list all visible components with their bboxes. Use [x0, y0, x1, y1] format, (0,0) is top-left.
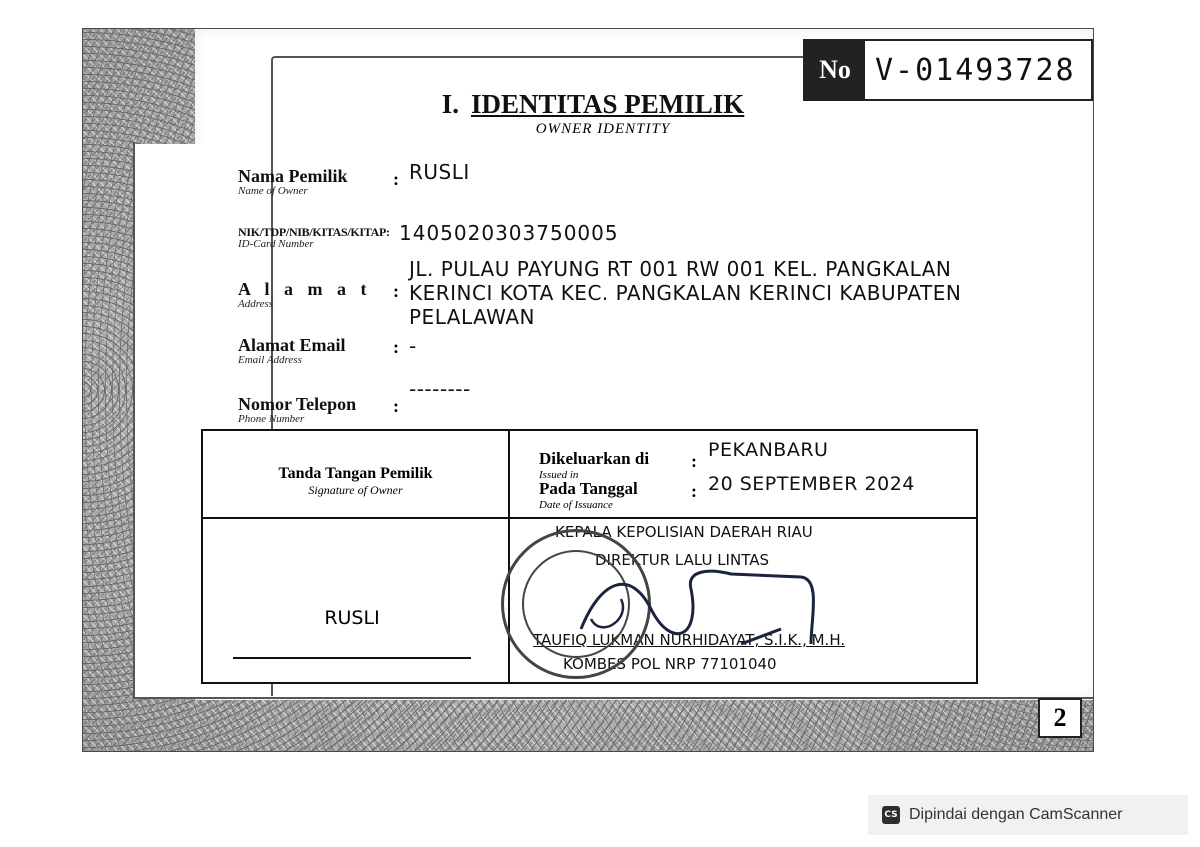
address-line-2: KERINCI KOTA KEC. PANGKALAN KERINCI KABUPATEN	[409, 281, 962, 305]
camscanner-icon: CS	[882, 806, 900, 824]
document-sheet	[82, 28, 1094, 752]
official-name: TAUFIQ LUKMAN NURHIDAYAT, S.I.K., M.H.	[533, 631, 846, 649]
issued-in-label: Dikeluarkan di	[539, 449, 650, 468]
owner-name-label: Nama Pemilik	[238, 166, 348, 186]
address-colon: :	[393, 281, 399, 301]
address-line-3: PELALAWAN	[409, 305, 535, 329]
email-colon: :	[393, 337, 399, 357]
issue-date-value: 20 SEPTEMBER 2024	[708, 473, 915, 495]
issued-in-value: PEKANBARU	[708, 439, 829, 461]
id-number-value: 1405020303750005	[399, 221, 619, 245]
owner-signature-label: Tanda Tangan Pemilik	[278, 465, 433, 482]
owner-name-colon: :	[393, 169, 399, 189]
phone-colon: :	[393, 396, 399, 416]
table-divider-horizontal	[203, 517, 976, 519]
address-label: A l a m a t	[238, 279, 372, 299]
document-number-value: V-01493728	[875, 52, 1076, 88]
phone-label-group	[238, 394, 356, 425]
id-number-sublabel: ID-Card Number	[238, 238, 314, 250]
official-signature	[561, 549, 861, 659]
page-number: 2	[1038, 698, 1082, 738]
id-number-label: NIK/TDP/NIB/KITAS/KITAP:	[238, 225, 390, 239]
document-number-label: No	[805, 41, 865, 99]
owner-signature-line	[233, 657, 471, 659]
address-label-group	[238, 279, 372, 310]
owner-name-label-group	[238, 166, 348, 197]
section-subtitle: OWNER IDENTITY	[535, 121, 671, 137]
issued-in-sublabel: Issued in	[539, 469, 579, 481]
issue-date-sublabel: Date of Issuance	[539, 499, 613, 511]
owner-name-value: RUSLI	[409, 160, 470, 184]
phone-sublabel: Phone Number	[238, 413, 305, 425]
section-number: I.	[441, 89, 459, 119]
phone-value: --------	[409, 377, 471, 401]
camscanner-watermark	[868, 795, 1188, 835]
issued-in-colon: :	[691, 451, 697, 471]
owner-signature-header	[203, 465, 508, 498]
section-title-text: IDENTITAS PEMILIK	[470, 89, 745, 119]
official-rank: KOMBES POL NRP 77101040	[563, 655, 777, 673]
owner-name-sublabel: Name of Owner	[238, 185, 308, 197]
email-label-group	[238, 335, 346, 366]
table-divider-vertical	[508, 431, 510, 682]
authority-line-1: KEPALA KEPOLISIAN DAERAH RIAU	[555, 523, 813, 541]
owner-signature-name: RUSLI	[324, 607, 380, 629]
email-label: Alamat Email	[238, 335, 346, 355]
issue-date-colon: :	[691, 481, 697, 501]
section-title	[423, 89, 763, 120]
owner-signature-sublabel: Signature of Owner	[308, 483, 403, 497]
phone-label: Nomor Telepon	[238, 394, 357, 414]
email-sublabel: Email Address	[238, 354, 302, 366]
issue-date-label: Pada Tanggal	[539, 479, 638, 498]
email-value: -	[409, 334, 417, 358]
document-number-box	[803, 39, 1093, 101]
id-number-label-group	[238, 225, 390, 250]
address-line-1: JL. PULAU PAYUNG RT 001 RW 001 KEL. PANGKALAN	[409, 257, 952, 281]
camscanner-text: Dipindai dengan CamScanner	[909, 806, 1123, 823]
authority-line-2: DIREKTUR LALU LINTAS	[595, 551, 769, 569]
address-sublabel: Address	[238, 298, 274, 310]
